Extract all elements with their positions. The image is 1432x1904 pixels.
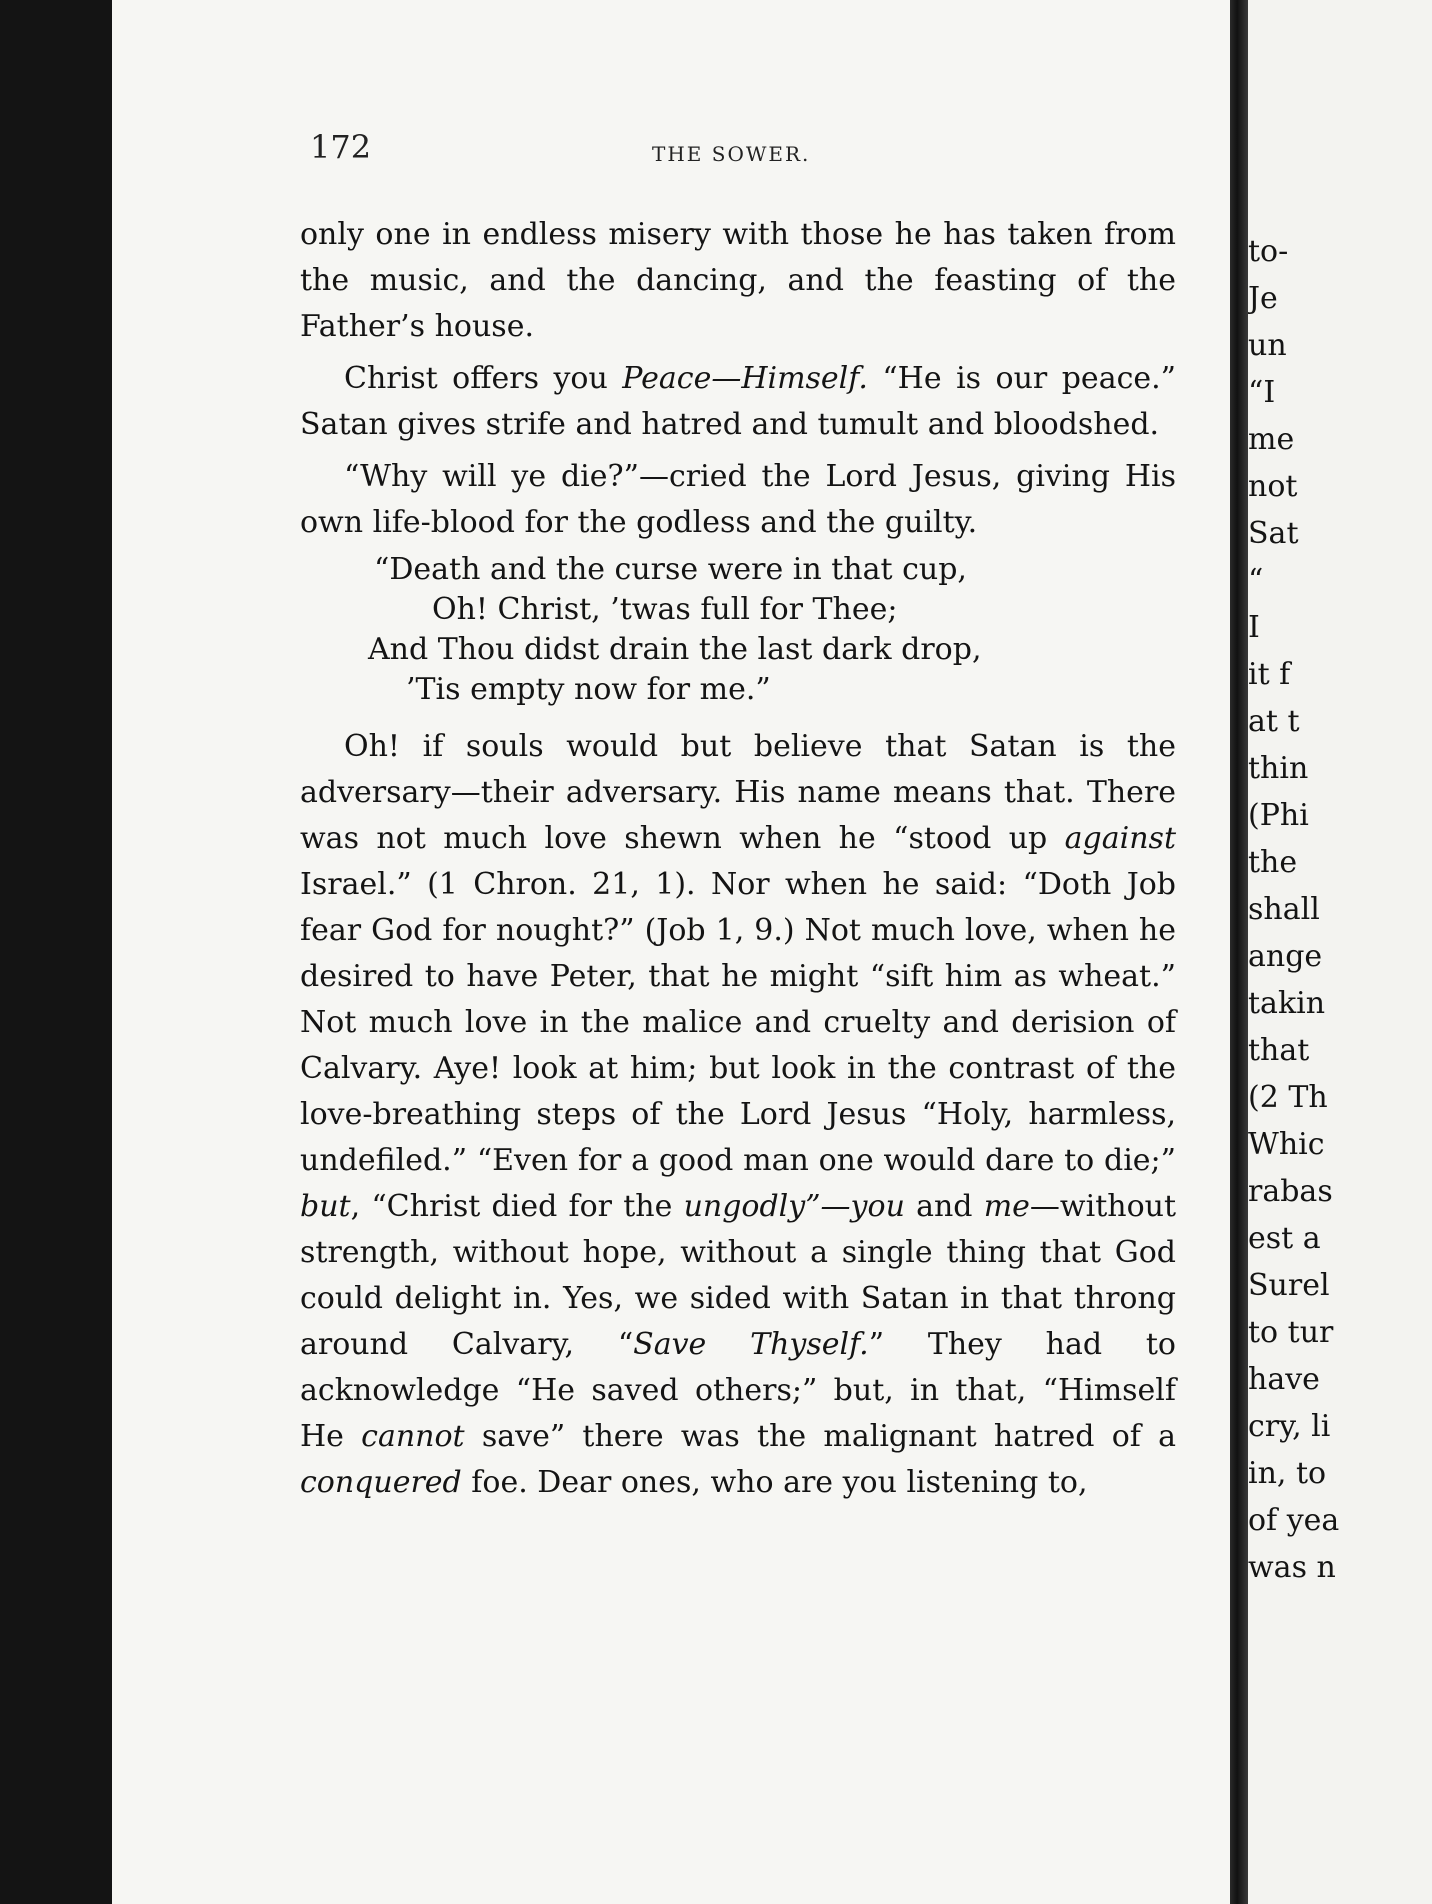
- right-page-line: at t: [1248, 704, 1300, 739]
- right-page-line: (2 Th: [1248, 1080, 1328, 1115]
- right-page-line: the: [1248, 845, 1298, 880]
- paragraph-4-text-c: , “Christ died for the: [350, 1189, 684, 1224]
- right-page-line: I: [1248, 610, 1260, 645]
- body-text: [300, 212, 1176, 1506]
- right-page-line: est a: [1248, 1221, 1321, 1256]
- right-page-line: not: [1248, 469, 1298, 504]
- left-page: [112, 0, 1230, 1904]
- right-page-line: cry, li: [1248, 1409, 1331, 1444]
- right-page-line: in, to: [1248, 1456, 1327, 1491]
- paragraph-3: “Why will ye die?”—cried the Lord Jesus, giving His own life-blood for the godless and the guilty.: [300, 459, 1176, 540]
- running-title: THE SOWER.: [652, 142, 811, 166]
- right-page-line: to-: [1248, 234, 1289, 269]
- right-page-line: Je: [1248, 281, 1278, 316]
- right-page-line: was n: [1248, 1550, 1336, 1585]
- paragraph-4-emphasis-cannot: cannot: [361, 1419, 465, 1454]
- right-page-line: thin: [1248, 751, 1309, 786]
- paragraph-2-text-b: “He is our peace.” Satan gives strife and hatred and tumult and bloodshed.: [300, 361, 1177, 442]
- right-page-line: shall: [1248, 892, 1320, 927]
- paragraph-4-emphasis-save-thyself: Save Thyself.: [633, 1327, 869, 1362]
- paragraph-4: [300, 724, 1176, 1506]
- right-page-fragment: [1248, 0, 1432, 1904]
- paragraph-4-emphasis-conquered: conquered: [300, 1465, 462, 1500]
- right-page-line: me: [1248, 422, 1295, 457]
- right-page-line: (Phi: [1248, 798, 1309, 833]
- right-page-line: to tur: [1248, 1315, 1334, 1350]
- right-page-line: have: [1248, 1362, 1320, 1397]
- right-page-line: un: [1248, 328, 1287, 363]
- right-page-line: rabas: [1248, 1174, 1333, 1209]
- poem-line-2: Oh! Christ, ’twas full for Thee;: [432, 592, 898, 627]
- paragraph-4-emphasis-me: me: [983, 1189, 1030, 1224]
- right-page-text: [1248, 228, 1432, 1591]
- right-page-line: “: [1248, 563, 1264, 598]
- right-page-line: of yea: [1248, 1503, 1340, 1538]
- paragraph-1: only one in endless misery with those he has taken from the music, and the dancing, and the feasting of the Father’s house.: [300, 217, 1176, 344]
- page-number: 172: [310, 128, 372, 166]
- poem-line-4: ’Tis empty now for me.”: [406, 672, 771, 707]
- right-page-line: takin: [1248, 986, 1326, 1021]
- paragraph-4-text-g: save” there was the malignant hatred of a: [464, 1419, 1176, 1454]
- paragraph-4-text-a: Oh! if souls would but believe that Satan is the adversary—their adversary. His name means that. There was not much love shewn when he “stood up: [300, 729, 1176, 856]
- paragraph-4-text-d: and: [904, 1189, 984, 1224]
- right-page-line: Surel: [1248, 1268, 1330, 1303]
- right-page-line: Sat: [1248, 516, 1299, 551]
- paragraph-2-text-a: Christ offers you: [344, 361, 623, 396]
- book-gutter: [1230, 0, 1248, 1904]
- right-page-line: it f: [1248, 657, 1291, 692]
- paragraph-4-text-e: —without strength, without hope, without a single thing that God could delight in. Yes, we sided with Satan in that throng around Calvary, “: [300, 1189, 1177, 1362]
- paragraph-4-text-h: foe. Dear ones, who are you listening to,: [461, 1465, 1088, 1500]
- paragraph-2-emphasis: Peace—Himself.: [622, 361, 868, 396]
- right-page-line: Whic: [1248, 1127, 1325, 1162]
- paragraph-4-emphasis-but: but: [300, 1189, 351, 1224]
- scan-background-left: [0, 0, 112, 1904]
- paragraph-4-text-b: Israel.” (1 Chron. 21, 1). Nor when he said: “Doth Job fear God for nought?” (Job 1, 9.) Not much love, when he desired to have Peter, that he might “sift him as wheat.” Not much love in the malice and cruelty and derision of Calvary. Aye! look at him; but look in the contrast of the love-breathing steps of the Lord Jesus “Holy, harmless, undefiled.” “Even for a good man one would dare to die;”: [300, 867, 1176, 1178]
- paragraph-4-emphasis-against: against: [1064, 821, 1176, 856]
- poem-quotation: [300, 550, 1176, 710]
- poem-line-3: And Thou didst drain the last dark drop,: [368, 632, 982, 667]
- right-page-line: “I: [1248, 375, 1276, 410]
- right-page-line: ange: [1248, 939, 1323, 974]
- paragraph-4-emphasis-ungodly: ungodly”—you: [683, 1189, 905, 1224]
- running-head: [112, 128, 1230, 168]
- poem-line-1: “Death and the curse were in that cup,: [374, 552, 967, 587]
- paragraph-4-text-f: ” They had to acknowledge “He saved others;” but, in that, “Himself He: [300, 1327, 1176, 1454]
- right-page-line: that: [1248, 1033, 1310, 1068]
- paragraph-2: [300, 356, 1176, 448]
